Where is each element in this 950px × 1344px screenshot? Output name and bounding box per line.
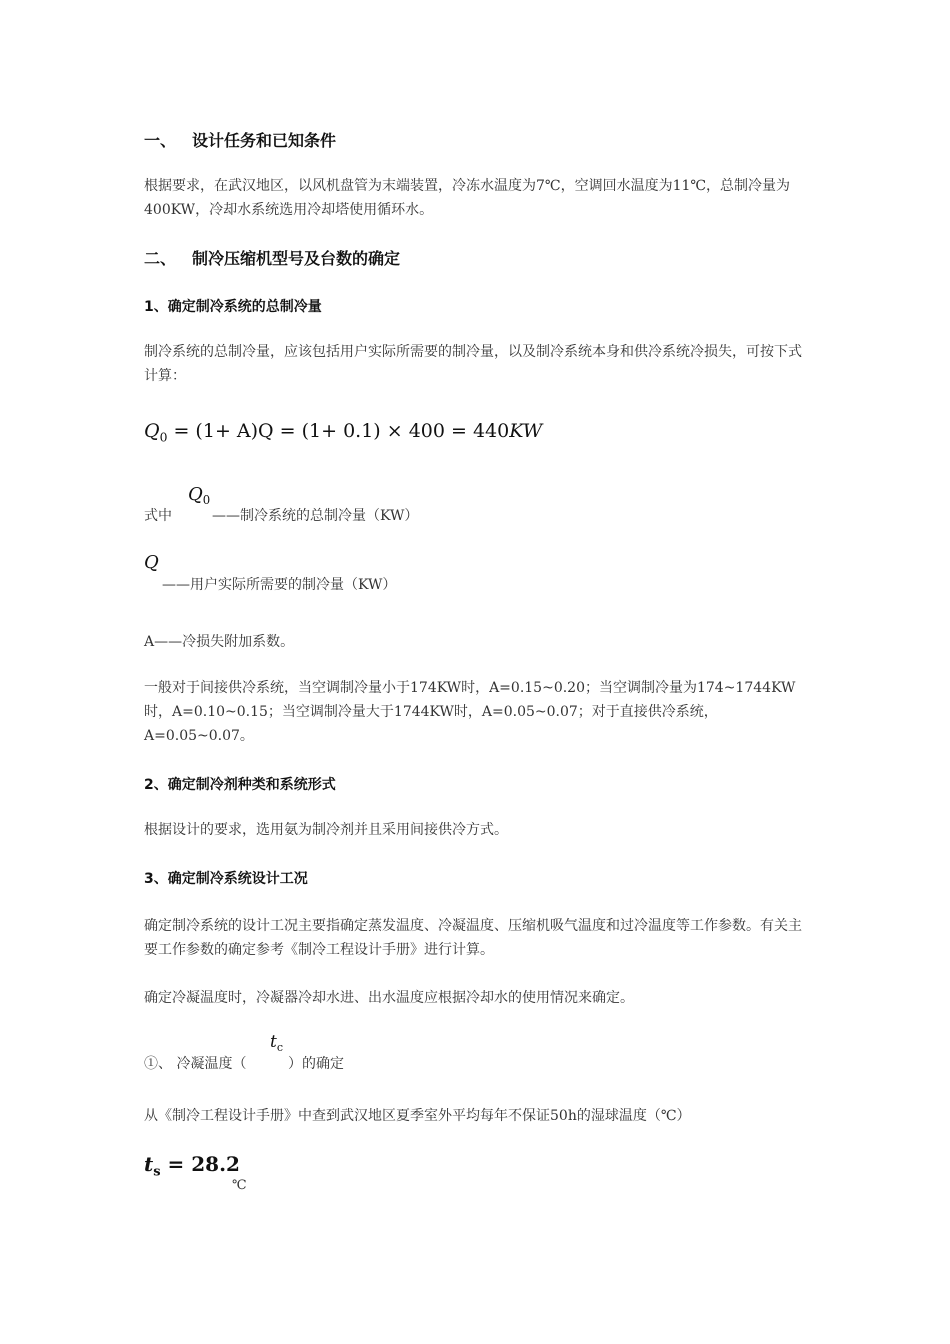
- subsection-3-paragraph-2: 确定冷凝温度时，冷凝器冷却水进、出水温度应根据冷却水的使用情况来确定。: [144, 990, 634, 1006]
- definition-a-text: A——冷损失附加系数。: [144, 634, 295, 650]
- definition-q0-letter: Q: [188, 484, 203, 505]
- definition-q-symbol: Q: [144, 552, 159, 573]
- section-1-heading: [144, 128, 804, 151]
- section-2-title: 制冷压缩机型号及台数的确定: [192, 249, 401, 268]
- item-1-suffix: ）的确定: [288, 1056, 344, 1072]
- item-1-text: 从《制冷工程设计手册》中查到武汉地区夏季室外平均每年不保证50h的湿球温度（℃）: [144, 1108, 691, 1124]
- formula-body: = (1+ A)Q = (1+ 0.1) × 400 = 440: [167, 420, 510, 442]
- section-2-number: 二、: [144, 249, 177, 268]
- ts-value: = 28.2: [160, 1152, 240, 1176]
- wet-bulb-formula: [144, 1152, 240, 1180]
- definition-q0-text: ——制冷系统的总制冷量（KW）: [212, 508, 419, 524]
- coefficient-note: 一般对于间接供冷系统，当空调制冷量小于174KW时，A=0.15~0.20；当空调制冷量为174~1744KW时，A=0.10~0.15；当空调制冷量大于1744KW时，A=0.05~0.07；对于直接供冷系统，A=0.05~0.07。: [144, 680, 796, 744]
- item-1-t-letter: t: [270, 1032, 277, 1052]
- total-cooling-formula: [144, 420, 804, 444]
- item-1-c-subscript: c: [276, 1040, 284, 1054]
- section-1-paragraph: 根据要求，在武汉地区，以风机盘管为末端装置，冷冻水温度为7℃，空调回水温度为11℃，总制冷量为400KW，冷却水系统选用冷却塔使用循环水。: [144, 178, 791, 218]
- subsection-3-heading: 3、确定制冷系统设计工况: [144, 871, 308, 887]
- subsection-1-paragraph: 制冷系统的总制冷量，应该包括用户实际所需要的制冷量，以及制冷系统本身和供冷系统冷损失，可按下式计算：: [144, 344, 802, 384]
- ts-unit: ℃: [232, 1178, 247, 1193]
- subsection-2-heading: 2、确定制冷剂种类和系统形式: [144, 777, 336, 793]
- definition-q0-subscript: 0: [202, 493, 211, 508]
- definition-prefix: 式中: [144, 508, 172, 524]
- definition-q0-symbol: [188, 484, 210, 507]
- formula-unit: KW: [509, 420, 543, 442]
- subsection-2-paragraph: 根据设计的要求，选用氨为制冷剂并且采用间接供冷方式。: [144, 822, 508, 838]
- definition-q-text: ——用户实际所需要的制冷量（KW）: [162, 577, 397, 593]
- item-1-tc-symbol: [270, 1032, 283, 1054]
- subsection-3-paragraph-1: 确定制冷系统的设计工况主要指确定蒸发温度、冷凝温度、压缩机吸气温度和过冷温度等工作参数。有关主要工作参数的确定参考《制冷工程设计手册》进行计算。: [144, 918, 802, 958]
- section-1-title: 设计任务和已知条件: [192, 131, 337, 150]
- ts-subscript: s: [153, 1164, 161, 1180]
- section-2-heading: [144, 246, 804, 269]
- formula-q0-subscript: 0: [159, 430, 168, 445]
- subsection-1-heading: 1、确定制冷系统的总制冷量: [144, 299, 322, 315]
- item-1-prefix: ①、 冷凝温度（: [144, 1056, 247, 1072]
- ts-letter: t: [144, 1152, 154, 1176]
- formula-q0-symbol: Q: [144, 420, 160, 442]
- section-1-number: 一、: [144, 131, 177, 150]
